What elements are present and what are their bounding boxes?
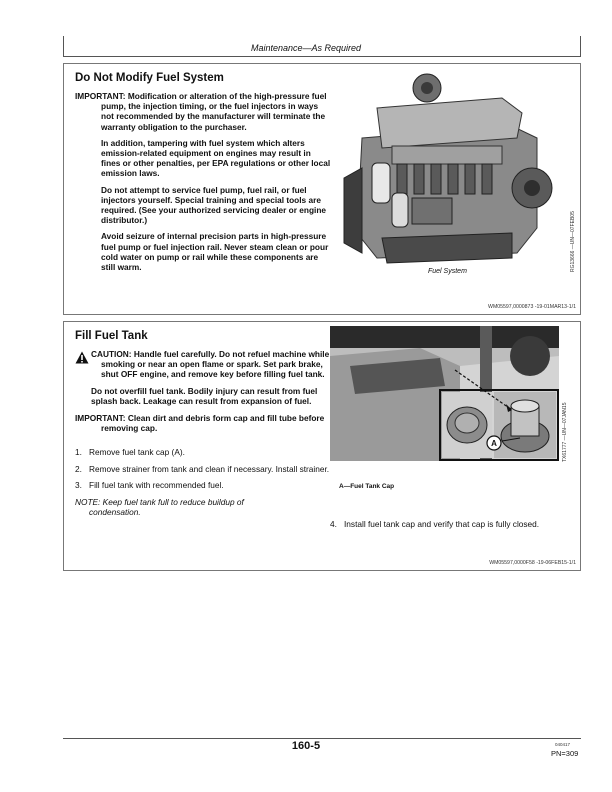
step-text: Remove strainer from tank and clean if necessary. Install strainer. bbox=[89, 463, 330, 474]
caution-block bbox=[75, 349, 331, 406]
important-label: IMPORTANT: bbox=[75, 91, 126, 101]
list-item bbox=[75, 480, 331, 490]
important-paragraph bbox=[75, 413, 331, 433]
important-text: Modification or alteration of the high-pressure fuel pump, the injection timing, or the fuel injectors in ways not recommended by the manufacturer will terminate the warranty obligation to the purchaser. bbox=[101, 91, 327, 132]
fuel-tank-image bbox=[330, 326, 559, 461]
step-number: 4. bbox=[330, 519, 337, 529]
page-header-title: Maintenance—As Required bbox=[250, 43, 362, 53]
step-text: Remove fuel tank cap (A). bbox=[89, 447, 185, 458]
section-body bbox=[75, 91, 331, 272]
fuel-system-image-code: RG13666 —UN—07FEB05 bbox=[570, 211, 576, 272]
step-number: 2. bbox=[75, 463, 82, 474]
section-title: Fill Fuel Tank bbox=[75, 330, 148, 342]
section-fill-fuel-tank bbox=[63, 321, 581, 571]
warning-triangle-icon bbox=[75, 351, 89, 364]
step-text: Install fuel tank cap and verify that cap is fully closed. bbox=[344, 519, 540, 529]
fuel-tank-photo bbox=[330, 326, 559, 461]
header-left-rule bbox=[63, 36, 64, 56]
step-number: 1. bbox=[75, 447, 82, 458]
list-item bbox=[75, 464, 331, 474]
important-text: Clean dirt and debris form cap and fill tube before removing cap. bbox=[101, 413, 325, 434]
footer-small-code: 040417 bbox=[555, 742, 571, 747]
note-label: NOTE: bbox=[75, 496, 101, 507]
fuel-tank-image-code: TX61777 —UN—07JAN15 bbox=[562, 402, 568, 462]
page-number: 160-5 bbox=[291, 740, 321, 752]
list-item bbox=[75, 447, 331, 457]
caution-paragraph bbox=[91, 349, 331, 380]
footer-divider bbox=[63, 738, 581, 739]
caution-text: Handle fuel carefully. Do not refuel machine while smoking or near an open flame or spark. Set park brake, shut OFF engine, and remove key before filling fuel tank. bbox=[101, 349, 330, 380]
section-title: Do Not Modify Fuel System bbox=[75, 72, 224, 84]
steps-list bbox=[75, 447, 331, 517]
header-divider bbox=[63, 56, 581, 57]
emission-paragraph: In addition, tampering with fuel system which alters emission-related equipment on engines may result in fines or other penalties, per EPA regulations or other local emission laws. bbox=[101, 137, 331, 179]
seizure-paragraph: Avoid seizure of internal precision parts in high-pressure fuel pump or fuel injection rail. Never steam clean or pour cold water on pump or rail while these components are still warm. bbox=[101, 231, 329, 273]
footer-pn: PN=309 bbox=[551, 749, 579, 758]
callout-letter: A bbox=[491, 439, 497, 448]
step-text: Fill fuel tank with recommended fuel. bbox=[89, 480, 224, 491]
note-text: Keep fuel tank full to reduce buildup of condensation. bbox=[89, 496, 244, 518]
section-body bbox=[75, 349, 331, 517]
engine-illustration bbox=[332, 68, 562, 268]
list-item bbox=[330, 519, 575, 529]
important-label: IMPORTANT: bbox=[75, 413, 126, 424]
header-right-rule bbox=[580, 36, 581, 56]
step-number: 3. bbox=[75, 480, 82, 491]
fuel-system-image bbox=[332, 68, 562, 268]
note-paragraph bbox=[75, 497, 289, 518]
section-ref-code: WM05597,0000F58 -19-06FEB15-1/1 bbox=[489, 560, 576, 566]
caution-label: CAUTION: bbox=[91, 349, 132, 359]
section-do-not-modify bbox=[63, 63, 581, 315]
overfill-paragraph: Do not overfill fuel tank. Bodily injury can result from fuel splash back. Leakage can result from expansion of fuel. bbox=[91, 385, 318, 406]
fuel-tank-cap-caption: A—Fuel Tank Cap bbox=[339, 483, 395, 490]
section-ref-code: WM05597,0000873 -19-01MAR13-1/1 bbox=[488, 304, 576, 310]
fuel-system-caption: Fuel System bbox=[428, 268, 467, 275]
important-paragraph bbox=[75, 91, 331, 132]
service-paragraph: Do not attempt to service fuel pump, fuel rail, or fuel injectors yourself. Special training and special tools are required. (See your authorized servicing dealer or engine distributor.) bbox=[101, 184, 327, 226]
